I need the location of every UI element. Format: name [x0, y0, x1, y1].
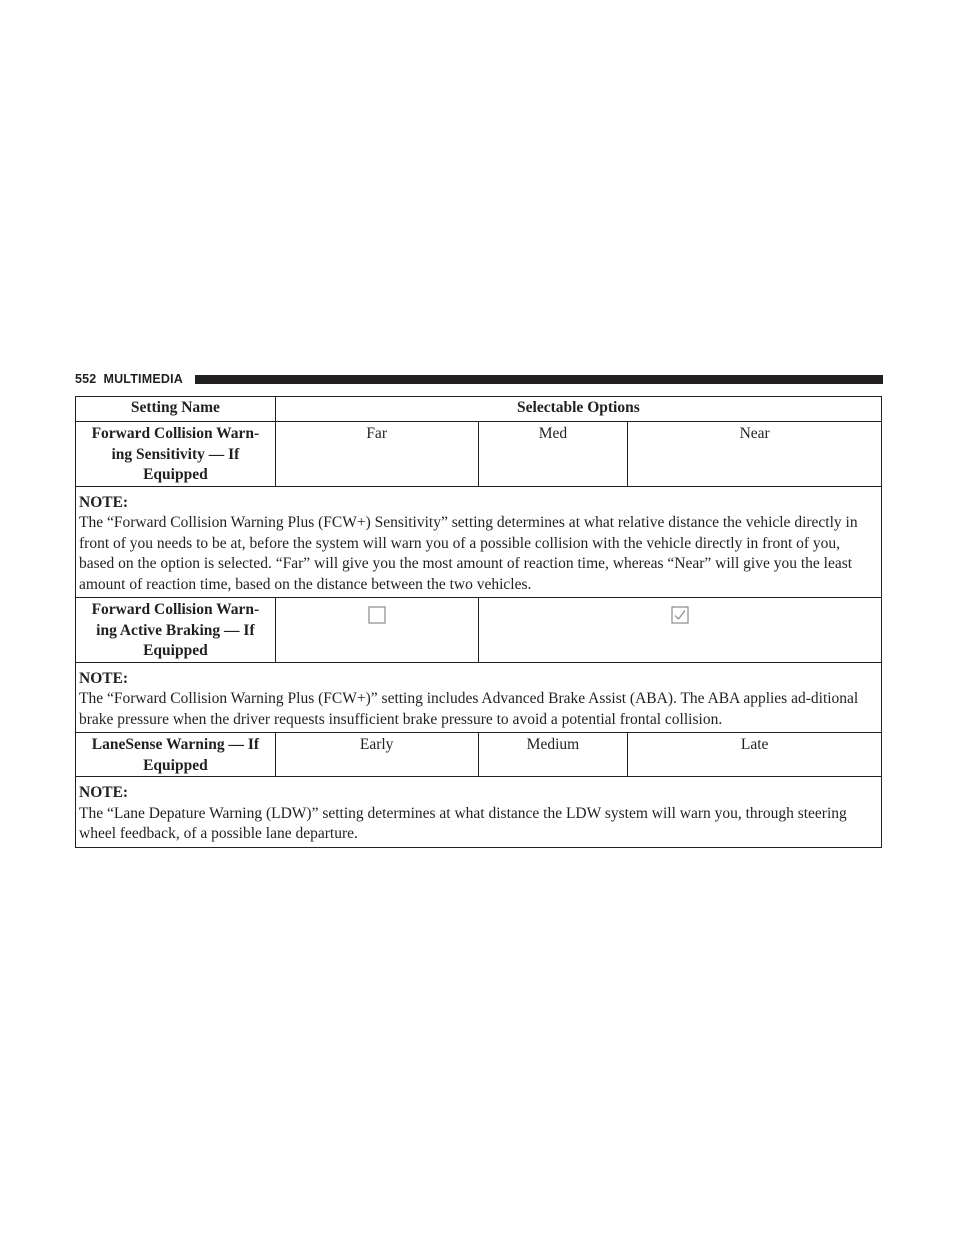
setting-name-cell	[76, 733, 276, 777]
note-row	[76, 777, 882, 848]
note-row	[76, 662, 882, 733]
note-label: NOTE:	[79, 784, 129, 801]
section-title: MULTIMEDIA	[103, 372, 184, 386]
checkbox-checked-icon[interactable]	[671, 606, 689, 624]
option-medium[interactable]: Medium	[478, 733, 628, 777]
note-text: The “Forward Collision Warning Plus (FCW+)” setting includes Advanced Brake Assist (ABA). The ABA applies ad-ditional brake pressure when the driver requests insufficient brake pressure to avoid a potential frontal collision.	[79, 690, 859, 728]
setting-name-line: ing Active Braking — If	[96, 621, 255, 639]
note-label: NOTE:	[79, 669, 129, 687]
note-label: NOTE:	[79, 493, 129, 511]
page-header	[75, 371, 883, 387]
note-cell	[76, 777, 882, 848]
setting-name-cell	[76, 422, 276, 487]
setting-name-line: Forward Collision Warn-	[91, 601, 260, 618]
note-cell	[76, 486, 882, 598]
option-off-cell[interactable]	[275, 598, 478, 663]
setting-name-header: Setting Name	[76, 397, 276, 422]
selectable-options-header: Selectable Options	[275, 397, 881, 422]
option-early[interactable]: Early	[275, 733, 478, 777]
option-far[interactable]: Far	[275, 422, 478, 487]
option-near[interactable]: Near	[628, 422, 882, 487]
table-row	[76, 598, 882, 663]
setting-name-cell	[76, 598, 276, 663]
table-row	[76, 733, 882, 777]
setting-name-line: LaneSense Warning — If	[91, 736, 260, 753]
settings-table	[75, 396, 882, 848]
page-number: 552	[75, 372, 97, 386]
header-rule	[195, 375, 883, 384]
setting-name-line: Forward Collision Warn-	[91, 425, 260, 442]
option-late[interactable]: Late	[628, 733, 882, 777]
note-cell	[76, 662, 882, 733]
setting-name-line: ing Sensitivity — If	[111, 445, 240, 463]
setting-name-line: Equipped	[143, 756, 208, 774]
note-row	[76, 486, 882, 598]
setting-name-line: Equipped	[143, 642, 208, 659]
option-med[interactable]: Med	[478, 422, 628, 487]
note-text: The “Lane Depature Warning (LDW)” setting determines at what distance the LDW system will warn you, through steering wheel feedback, of a possible lane departure.	[79, 804, 847, 842]
setting-name-line: Equipped	[143, 466, 208, 483]
option-on-cell[interactable]	[478, 598, 881, 663]
checkbox-unchecked-icon[interactable]	[368, 606, 386, 624]
note-text: The “Forward Collision Warning Plus (FCW+) Sensitivity” setting determines at what relative distance the vehicle directly in front of you needs to be at, before the system will warn you of a possible collision with the vehicle directly in front of you, based on the option is selected. “Far” will give you the most amount of reaction time, whereas “Near” will give you the least amount of reaction time, based on the distance between the two vehicles.	[79, 514, 858, 593]
table-row	[76, 422, 882, 487]
table-header-row	[76, 397, 882, 422]
